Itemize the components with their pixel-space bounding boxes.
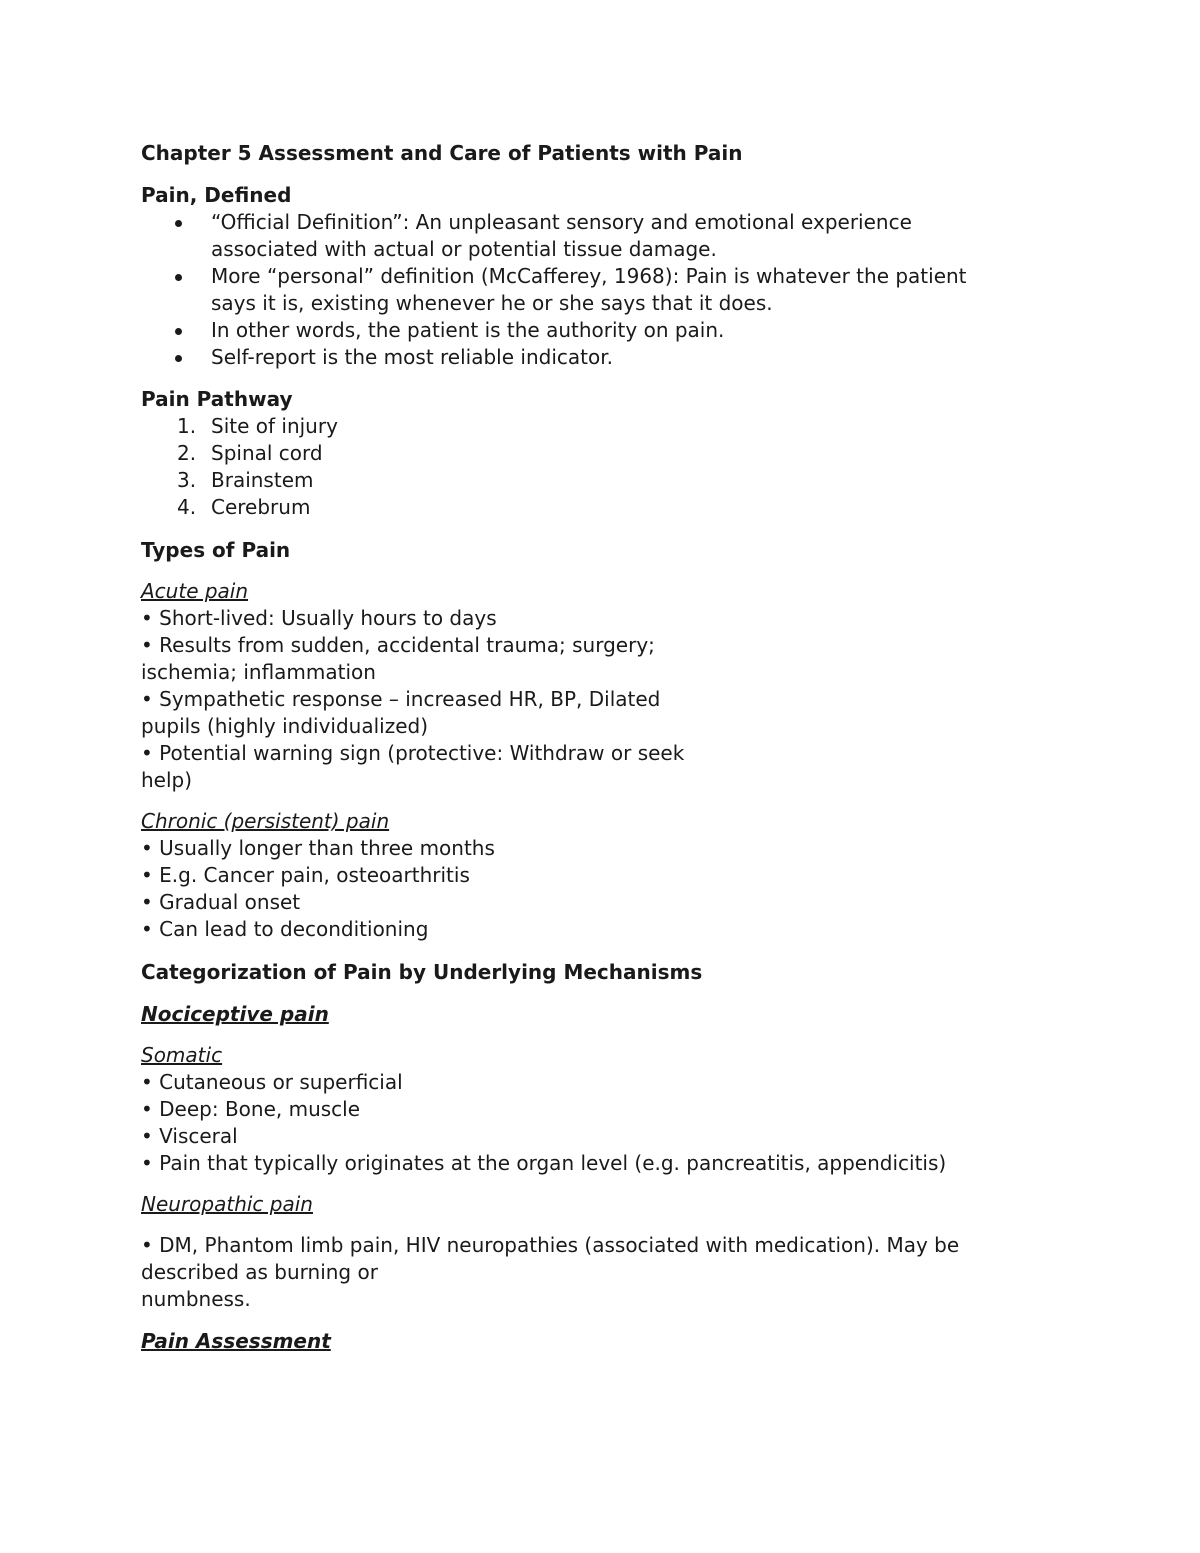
step-label: Cerebrum <box>211 495 311 519</box>
text-line: • DM, Phantom limb pain, HIV neuropathies (associated with medication). May be <box>141 1233 960 1257</box>
text-line: • Pain that typically originates at the organ level (e.g. pancreatitis, appendicitis) <box>141 1151 947 1175</box>
somatic-label: Somatic <box>141 1043 223 1067</box>
step-number: 3. <box>177 468 197 492</box>
text-line: pupils (highly individualized) <box>141 714 429 738</box>
text-line: • Usually longer than three months <box>141 836 495 860</box>
text-line: • Sympathetic response – increased HR, BP, Dilated <box>141 687 661 711</box>
text-line: help) <box>141 768 193 792</box>
text-line: ischemia; inflammation <box>141 660 376 684</box>
text-line: • Cutaneous or superficial <box>141 1070 403 1094</box>
pain-assessment-label: Pain Assessment <box>141 1329 331 1353</box>
heading-types-of-pain: Types of Pain <box>141 538 291 562</box>
text-line: • E.g. Cancer pain, osteoarthritis <box>141 863 470 887</box>
text-line: • Visceral <box>141 1124 238 1148</box>
text-line: • Results from sudden, accidental trauma; surgery; <box>141 633 655 657</box>
text-line: • Short-lived: Usually hours to days <box>141 606 497 630</box>
bullet-icon <box>175 355 182 362</box>
list-item <box>141 494 1051 521</box>
list-item <box>141 467 1051 494</box>
neuropathic-pain-label: Neuropathic pain <box>141 1192 313 1216</box>
bullet-icon <box>175 328 182 335</box>
list-item <box>141 440 1051 467</box>
pain-defined-list <box>141 209 1051 371</box>
step-number: 4. <box>177 495 197 519</box>
acute-pain-label: Acute pain <box>141 579 249 603</box>
text-line: • Deep: Bone, muscle <box>141 1097 361 1121</box>
step-label: Brainstem <box>211 468 314 492</box>
document-page <box>141 139 1051 1355</box>
step-number: 1. <box>177 414 197 438</box>
document-title: Chapter 5 Assessment and Care of Patients with Pain <box>141 141 743 165</box>
step-label: Spinal cord <box>211 441 323 465</box>
list-item: “Official Definition”: An unpleasant sensory and emotional experience associated with actual or potential tissue damage. <box>141 209 1051 263</box>
list-item: More “personal” definition (McCafferey, 1968): Pain is whatever the patient says it is, existing whenever he or she says that it does. <box>141 263 1051 317</box>
list-item: Self-report is the most reliable indicator. <box>141 344 1051 371</box>
list-item: In other words, the patient is the authority on pain. <box>141 317 1051 344</box>
text-line: • Potential warning sign (protective: Withdraw or seek <box>141 741 685 765</box>
step-label: Site of injury <box>211 414 338 438</box>
step-number: 2. <box>177 441 197 465</box>
pain-pathway-list <box>141 413 1051 521</box>
heading-categorization: Categorization of Pain by Underlying Mechanisms <box>141 960 703 984</box>
text-line: numbness. <box>141 1287 251 1311</box>
text-line: described as burning or <box>141 1260 378 1284</box>
heading-pain-defined: Pain, Defined <box>141 183 292 207</box>
list-item <box>141 413 1051 440</box>
bullet-icon <box>175 274 182 281</box>
heading-pain-pathway: Pain Pathway <box>141 387 293 411</box>
nociceptive-pain-label: Nociceptive pain <box>141 1002 329 1026</box>
text-line: • Can lead to deconditioning <box>141 917 429 941</box>
text-line: • Gradual onset <box>141 890 301 914</box>
chronic-pain-label: Chronic (persistent) pain <box>141 809 390 833</box>
bullet-icon <box>175 220 182 227</box>
